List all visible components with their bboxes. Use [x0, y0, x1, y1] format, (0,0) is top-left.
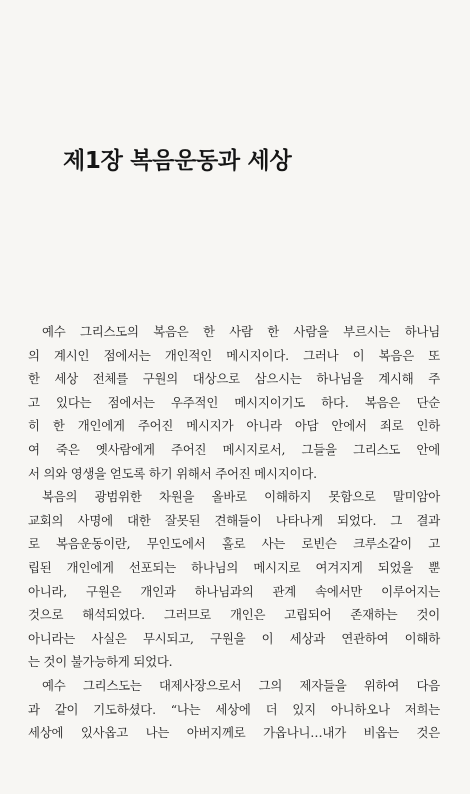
text-line: 예수 그리스도의 복음은 한 사람 한 사람을 부르시는 하나님	[42, 324, 440, 339]
text-line: 세상에 있사옵고 나는 아버지께로 가옵나니…내가 비옵는 것은	[28, 725, 440, 741]
text-line: 의 계시인 점에서는 개인적인 메시지이다. 그러나 이 복음은 또	[28, 347, 440, 363]
chapter-title: 제1장 복음운동과 세상	[63, 148, 292, 174]
text-line: 는 것이 불가능하게 되었다.	[28, 654, 173, 670]
text-line: 교회의 사명에 대한 잘못된 견해들이 나타나게 되었다. 그 결과	[28, 512, 440, 528]
text-line: 한 세상 전체를 구원의 대상으로 삼으시는 하나님을 계시해 주	[28, 371, 440, 387]
text-line: 고 있다는 점에서는 우주적인 메시지이기도 하다. 복음은 단순	[28, 394, 440, 410]
text-line: 복음의 광범위한 차원을 올바로 이해하지 못함으로 말미암아	[42, 489, 440, 505]
text-line: 서 의와 영생을 얻도록 하기 위해서 주어진 메시지이다.	[28, 465, 317, 481]
text-line: 로 복음운동이란, 무인도에서 홀로 사는 로빈슨 크루소같이 고	[28, 536, 440, 552]
text-line: 예수 그리스도는 대제사장으로서 그의 제자들을 위하여 다음	[42, 677, 440, 693]
paragraph-3	[28, 674, 440, 745]
text-line: 립된 개인에게 선포되는 하나님의 메시지로 여겨지게 되었을 뿐	[28, 559, 440, 575]
paragraph-1	[28, 320, 440, 485]
paragraph-2	[28, 485, 440, 674]
text-line: 아니라는 사실은 무시되고, 구원을 이 세상과 연관하여 이해하	[28, 630, 440, 646]
text-line: 아니라, 구원은 개인과 하나님과의 관계 속에서만 이루어지는	[28, 583, 440, 599]
text-line: 것으로 해석되었다. 그러므로 개인은 고립되어 존재하는 것이	[28, 607, 440, 623]
text-line: 히 한 개인에게 주어진 메시지가 아니라 아담 안에서 죄로 인하	[28, 418, 440, 434]
text-line: 과 같이 기도하셨다. “나는 세상에 더 있지 아니하오나 저희는	[28, 701, 440, 717]
body-text	[28, 320, 440, 745]
text-line: 여 죽은 옛사람에게 주어진 메시지로서, 그들을 그리스도 안에	[28, 441, 440, 457]
